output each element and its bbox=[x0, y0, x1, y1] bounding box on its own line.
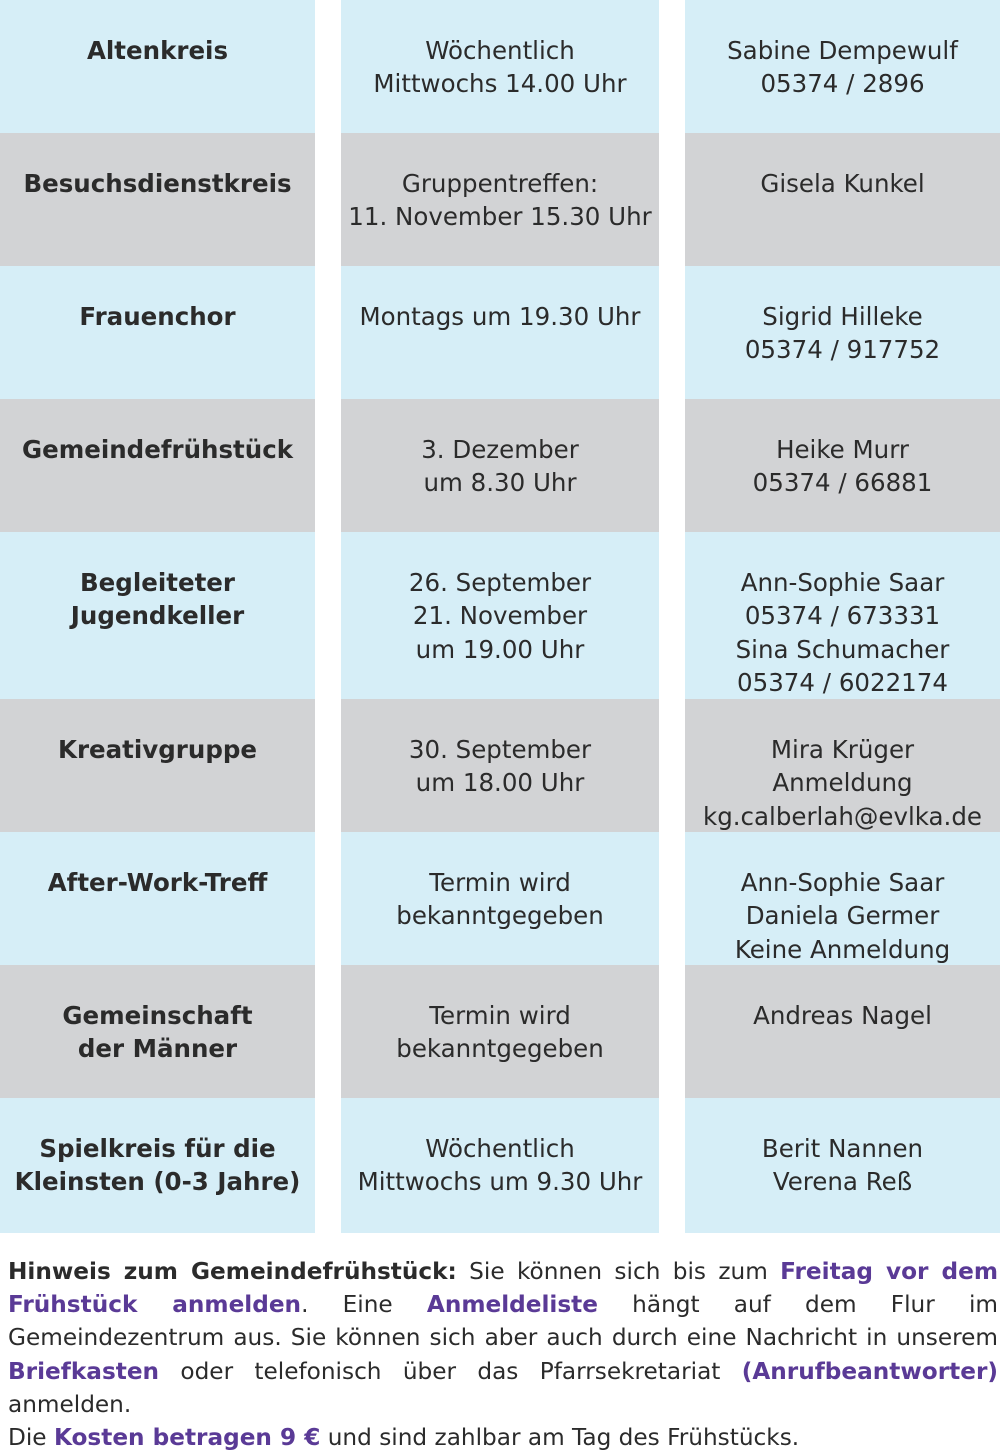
cell-contact bbox=[685, 266, 1000, 399]
cell-when-line: 26. September bbox=[408, 568, 592, 597]
cell-group-line: Spielkreis für die bbox=[39, 1134, 276, 1163]
cell-group-line: Gemeindefrühstück bbox=[21, 435, 294, 464]
cell-when-line: bekanntgegeben bbox=[396, 901, 604, 931]
cell-group bbox=[0, 965, 315, 1098]
cell-contact-line: 05374 / 6022174 bbox=[737, 667, 948, 697]
cell-group-line: Besuchsdienstkreis bbox=[23, 169, 292, 198]
cell-contact-line: Gisela Kunkel bbox=[760, 169, 925, 198]
cell-contact-line: kg.calberlah@evlka.de bbox=[703, 801, 982, 831]
cell-contact bbox=[685, 133, 1000, 266]
cell-contact-line: Berit Nannen bbox=[761, 1134, 924, 1163]
cell-when bbox=[341, 133, 659, 266]
cell-group-line: Frauenchor bbox=[79, 302, 236, 331]
cell-when-line: bekanntgegeben bbox=[396, 1034, 604, 1064]
cell-when bbox=[341, 399, 659, 532]
cell-contact bbox=[685, 399, 1000, 532]
cell-contact-line: Ann-Sophie Saar bbox=[740, 568, 945, 597]
breakfast-note bbox=[8, 1255, 998, 1454]
cell-when-line: 11. November 15.30 Uhr bbox=[348, 202, 652, 232]
cell-group-line: Altenkreis bbox=[86, 36, 229, 65]
cell-contact-line: Ann-Sophie Saar bbox=[740, 868, 945, 897]
cell-when-line: Termin wird bbox=[429, 868, 571, 897]
cell-group bbox=[0, 0, 315, 133]
cell-contact bbox=[685, 832, 1000, 965]
cell-group bbox=[0, 532, 315, 699]
cell-contact-line: 05374 / 66881 bbox=[752, 468, 933, 498]
cell-contact-line: 05374 / 2896 bbox=[760, 69, 925, 99]
cell-when-line: um 19.00 Uhr bbox=[415, 634, 585, 664]
cell-when-line: Mittwochs 14.00 Uhr bbox=[373, 69, 627, 99]
cell-group-line: der Männer bbox=[77, 1034, 238, 1064]
cell-group bbox=[0, 266, 315, 399]
cell-contact-line: Sabine Dempewulf bbox=[727, 36, 958, 65]
cell-group bbox=[0, 699, 315, 832]
note-highlight-list: Anmeldeliste bbox=[426, 1291, 598, 1319]
cell-when bbox=[341, 532, 659, 699]
cell-group bbox=[0, 133, 315, 266]
cell-when bbox=[341, 266, 659, 399]
note-heading: Hinweis zum Gemeindefrühstück: bbox=[8, 1258, 457, 1285]
cell-when-line: 30. September bbox=[408, 735, 592, 764]
cell-when bbox=[341, 699, 659, 832]
note-paragraph: Hinweis zum Gemeindefrühstück: Sie können sich bis zum Freitag vor dem Frühstück anmelden. Eine Anmeldeliste hängt auf dem Flur im Gemeindezentrum aus. Sie können sich aber auch durch eine Nachricht in unserem Briefkasten oder telefonisch über das Pfarrsekretariat (Anrufbeantworter) anmelden. bbox=[8, 1258, 998, 1418]
cell-group-line: Kreativgruppe bbox=[57, 735, 258, 764]
table-row bbox=[0, 965, 1000, 1098]
cell-when-line: Mittwochs um 9.30 Uhr bbox=[357, 1167, 643, 1197]
cell-when-line: Montags um 19.30 Uhr bbox=[359, 302, 641, 331]
cell-contact-line: Anmeldung bbox=[772, 768, 913, 798]
cell-contact-line: Andreas Nagel bbox=[753, 1001, 932, 1030]
table-row bbox=[0, 699, 1000, 832]
table-row bbox=[0, 532, 1000, 699]
cell-contact-line: 05374 / 917752 bbox=[744, 335, 941, 365]
cell-group bbox=[0, 399, 315, 532]
cell-group-line: After-Work-Treff bbox=[47, 868, 268, 897]
cell-contact-line: Sina Schumacher bbox=[735, 634, 950, 664]
cell-when-line: um 18.00 Uhr bbox=[415, 768, 585, 798]
cell-when bbox=[341, 832, 659, 965]
cell-contact bbox=[685, 532, 1000, 699]
cell-when bbox=[341, 1098, 659, 1233]
table-row bbox=[0, 399, 1000, 532]
note-cost-line: Die Kosten betragen 9 € und sind zahlbar am Tag des Frühstücks. bbox=[8, 1424, 800, 1452]
cell-contact-line: Heike Murr bbox=[776, 435, 909, 464]
note-highlight-answering-machine: (Anrufbeantworter) bbox=[741, 1357, 998, 1385]
cell-group-line: Gemeinschaft bbox=[62, 1001, 253, 1030]
cell-when-line: Termin wird bbox=[429, 1001, 571, 1030]
table-row bbox=[0, 266, 1000, 399]
cell-when bbox=[341, 0, 659, 133]
cell-when-line: 21. November bbox=[412, 601, 588, 631]
cell-when-line: 3. Dezember bbox=[421, 435, 579, 464]
cell-contact-line: Verena Reß bbox=[772, 1167, 913, 1197]
table-row bbox=[0, 0, 1000, 133]
table-row bbox=[0, 133, 1000, 266]
cell-when-line: Wöchentlich bbox=[425, 1134, 575, 1163]
cell-group-line: Jugendkeller bbox=[70, 601, 245, 631]
cell-when-line: um 8.30 Uhr bbox=[423, 468, 577, 498]
cell-contact bbox=[685, 699, 1000, 832]
note-highlight-deadline: Freitag vor dem Frühstück anmelden bbox=[8, 1258, 998, 1319]
note-highlight-cost: Kosten betragen 9 € bbox=[53, 1424, 321, 1452]
cell-group bbox=[0, 1098, 315, 1233]
cell-group-line: Begleiteter bbox=[80, 568, 235, 597]
cell-contact bbox=[685, 0, 1000, 133]
table-row bbox=[0, 832, 1000, 965]
cell-contact bbox=[685, 965, 1000, 1098]
cell-contact-line: Mira Krüger bbox=[770, 735, 915, 764]
cell-when-line: Wöchentlich bbox=[425, 36, 575, 65]
note-highlight-mailbox: Briefkasten bbox=[8, 1357, 160, 1385]
cell-contact-line: 05374 / 673331 bbox=[744, 601, 941, 631]
cell-contact-line: Daniela Germer bbox=[745, 901, 940, 931]
cell-group-line: Kleinsten (0-3 Jahre) bbox=[14, 1167, 301, 1197]
cell-contact bbox=[685, 1098, 1000, 1233]
cell-when-line: Gruppentreffen: bbox=[401, 169, 599, 198]
cell-contact-line: Keine Anmeldung bbox=[734, 934, 951, 964]
cell-when bbox=[341, 965, 659, 1098]
cell-contact-line: Sigrid Hilleke bbox=[762, 302, 923, 331]
table-row bbox=[0, 1098, 1000, 1233]
cell-group bbox=[0, 832, 315, 965]
